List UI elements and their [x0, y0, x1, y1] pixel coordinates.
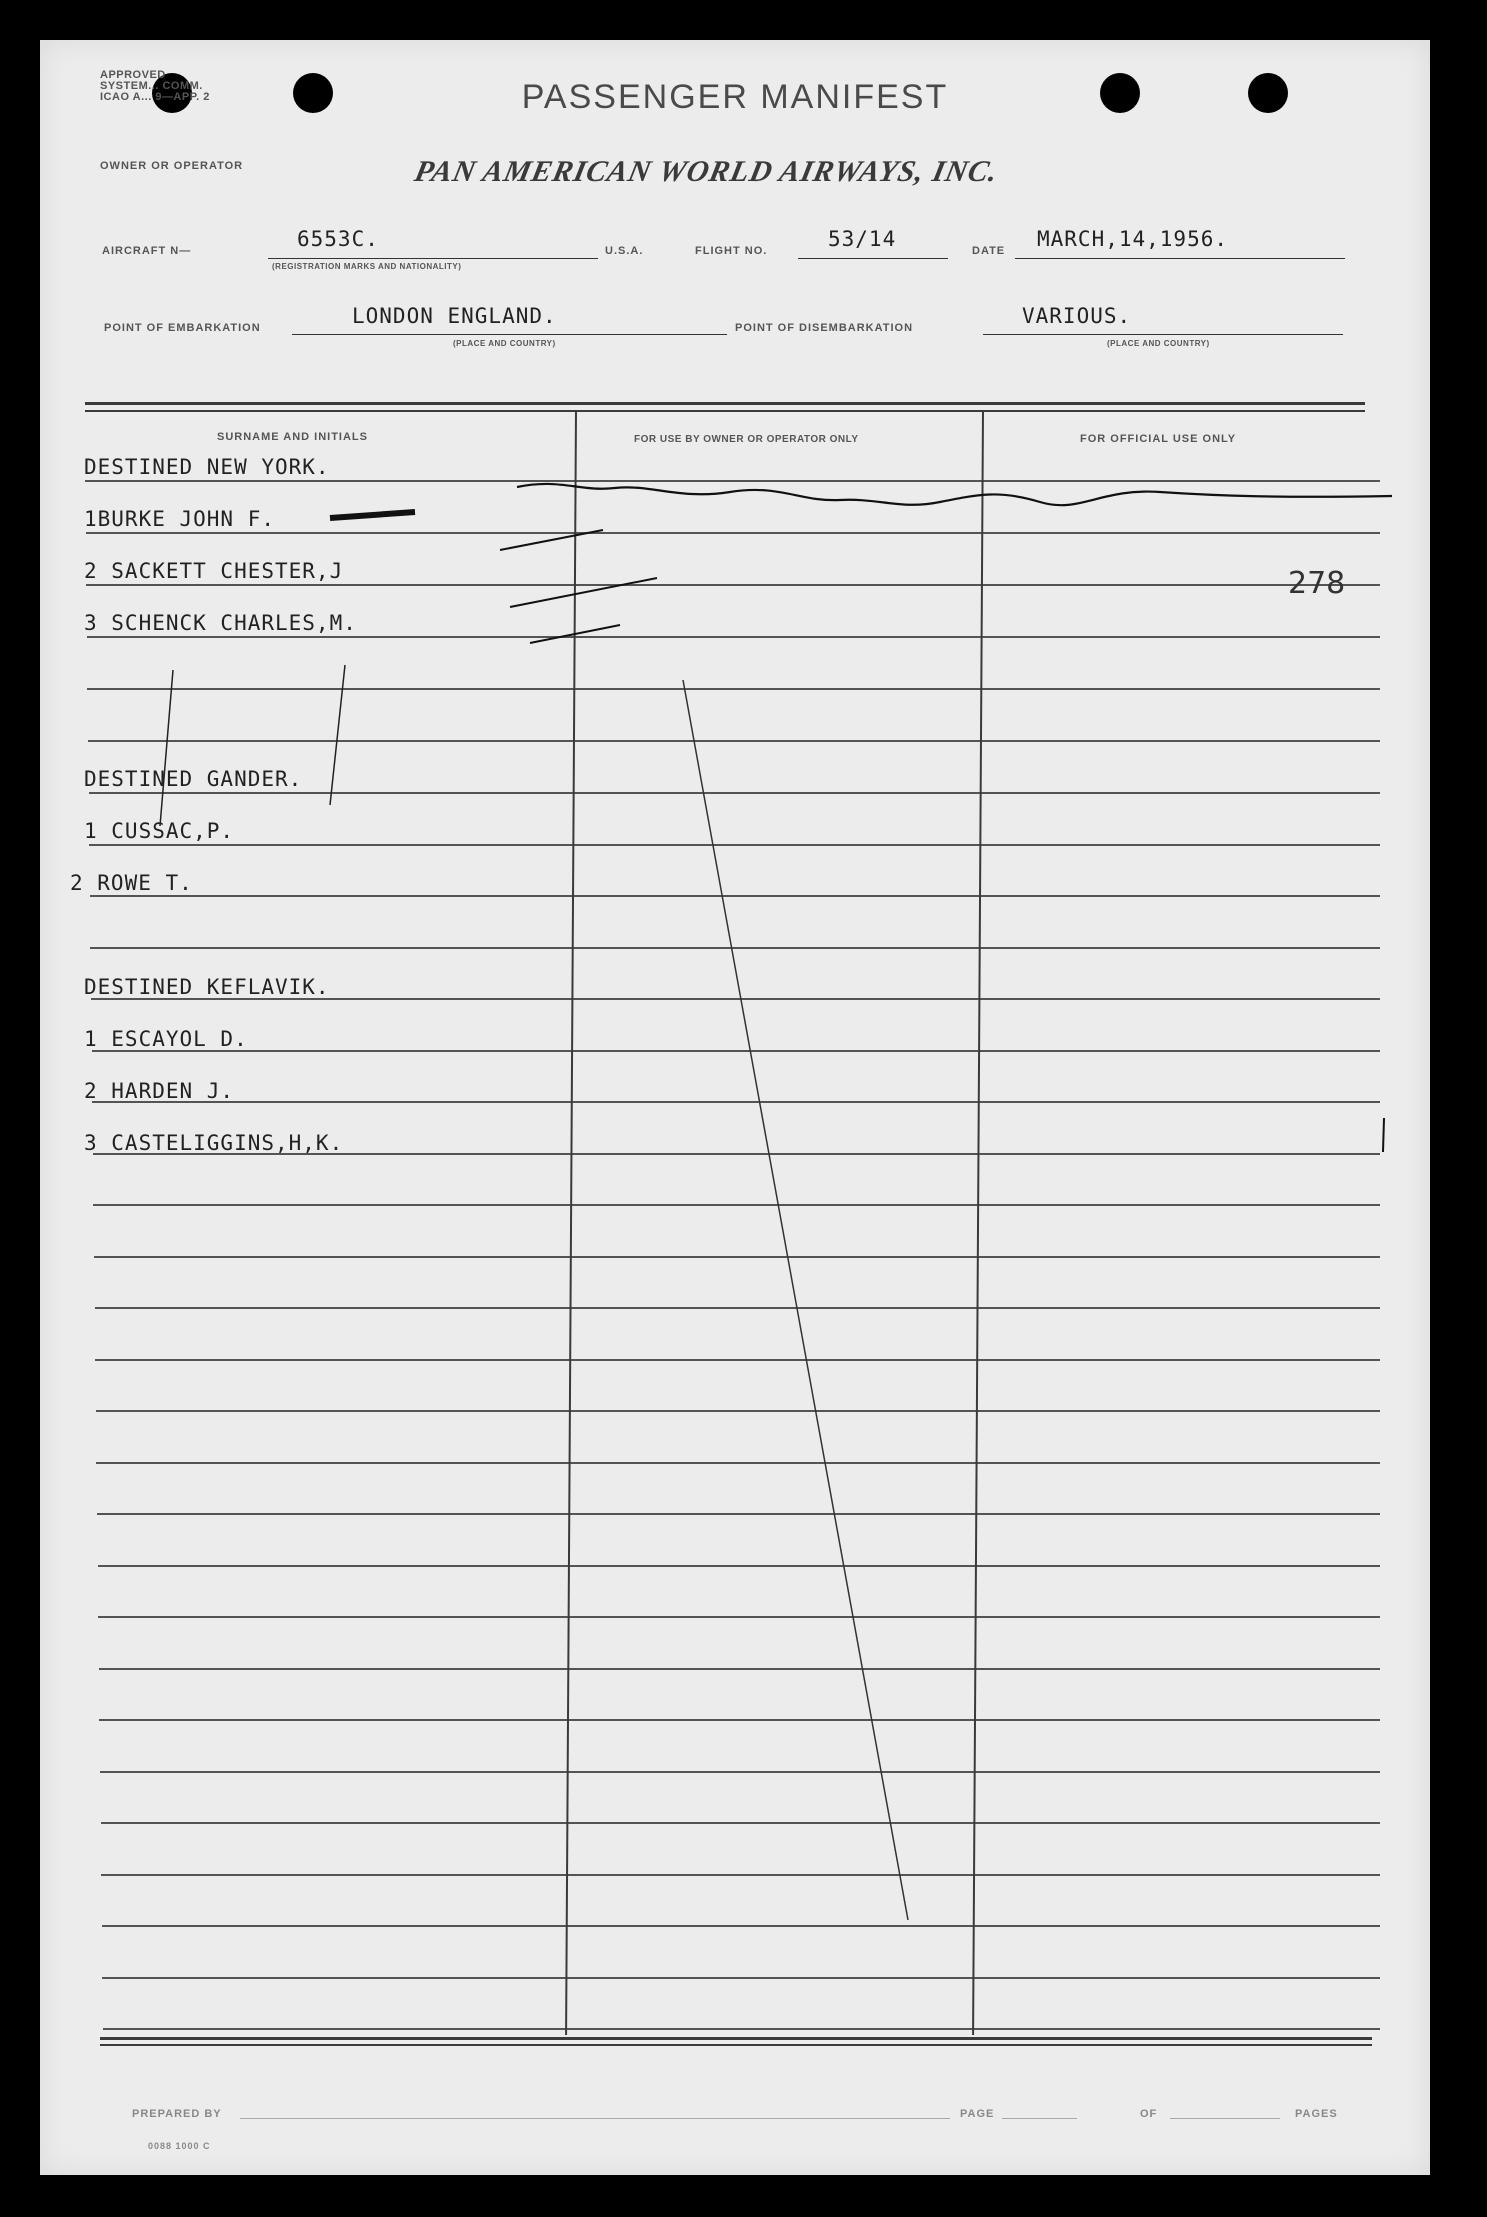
manifest-entry: 2 ROWE T.	[70, 871, 193, 895]
manifest-entry: 1 CUSSAC,P.	[84, 819, 235, 843]
approval-line: SYSTEM... COMM.	[100, 80, 203, 92]
official-annotation: 278	[1288, 566, 1346, 601]
prepared-by-label: PREPARED BY	[132, 2108, 222, 2120]
usa-label: U.S.A.	[605, 245, 644, 257]
embarkation-label: POINT OF EMBARKATION	[104, 322, 261, 334]
disembarkation-value: VARIOUS.	[1022, 304, 1132, 328]
approval-line: ICAO A... 9—APP. 2	[100, 91, 210, 103]
manifest-entry: 1BURKE JOHN F.	[84, 507, 276, 531]
pen-marks	[40, 40, 1430, 2175]
page-label: PAGE	[960, 2108, 995, 2120]
col-header-official: FOR OFFICIAL USE ONLY	[1080, 433, 1237, 445]
disembarkation-label: POINT OF DISEMBARKATION	[735, 322, 914, 334]
manifest-entry: 2 HARDEN J.	[84, 1079, 235, 1103]
col-header-owner: FOR USE BY OWNER OR OPERATOR ONLY	[634, 434, 859, 445]
disembarkation-caption: (PLACE AND COUNTRY)	[1107, 339, 1210, 348]
flight-label: FLIGHT NO.	[695, 245, 768, 257]
embarkation-value: LONDON ENGLAND.	[352, 304, 557, 328]
approval-line: APPROVED	[100, 69, 166, 81]
aircraft-label: AIRCRAFT N—	[102, 245, 192, 257]
form-title: PASSENGER MANIFEST	[521, 78, 949, 116]
manifest-entry: 3 SCHENCK CHARLES,M.	[84, 611, 357, 635]
of-label: OF	[1140, 2108, 1158, 2120]
manifest-entry: 2 SACKETT CHESTER,J	[84, 559, 344, 583]
registration-caption: (REGISTRATION MARKS AND NATIONALITY)	[272, 262, 462, 271]
manifest-entry: 1 ESCAYOL D.	[84, 1027, 248, 1051]
manifest-sheet	[40, 40, 1430, 2175]
operator-name: PAN AMERICAN WORLD AIRWAYS, INC.	[411, 155, 1002, 188]
form-number: 0088 1000 C	[148, 2141, 211, 2151]
date-label: DATE	[972, 245, 1006, 257]
manifest-entry: DESTINED NEW YORK.	[84, 455, 330, 479]
owner-label: OWNER OR OPERATOR	[100, 160, 244, 172]
pages-label: PAGES	[1295, 2108, 1338, 2120]
flight-value: 53/14	[828, 227, 897, 251]
date-value: MARCH,14,1956.	[1037, 227, 1229, 251]
manifest-entry: DESTINED KEFLAVIK.	[84, 975, 330, 999]
manifest-entry: DESTINED GANDER.	[84, 767, 303, 791]
manifest-entry: 3 CASTELIGGINS,H,K.	[84, 1131, 344, 1155]
col-header-surname: SURNAME AND INITIALS	[217, 431, 368, 443]
embarkation-caption: (PLACE AND COUNTRY)	[453, 339, 556, 348]
aircraft-value: 6553C.	[297, 227, 379, 251]
